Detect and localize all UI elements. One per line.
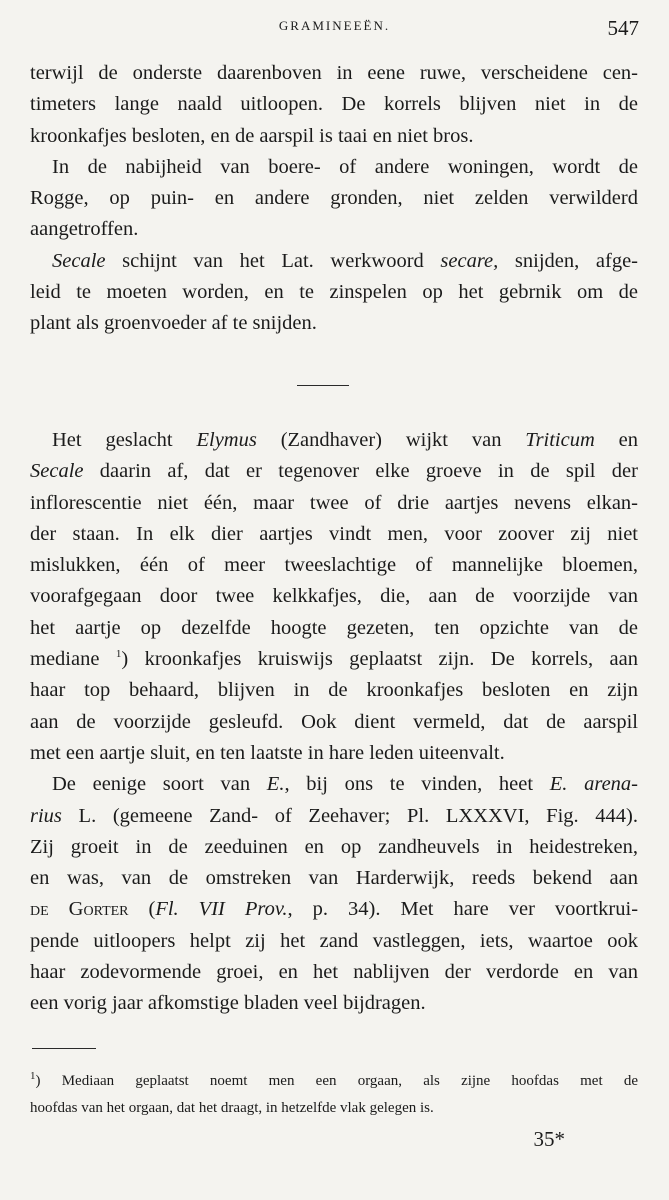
text-line: het aartje op dezelfde hoogte gezeten, ten opzichte van de (30, 616, 638, 639)
text-line: aan de voorzijde gesleufd. Ook dient vermeld, dat de aarspil (30, 710, 638, 733)
text-run: snijden, afge- (498, 249, 638, 272)
text-line (30, 456, 638, 487)
text-line: terwijl de onderste daarenboven in eene ruwe, verscheidene cen- (30, 62, 638, 84)
text-line: Rogge, op puin- en andere gronden, niet zelden verwilderd (30, 187, 638, 210)
text-run: De eenige soort van (52, 773, 267, 796)
italic-term: secare, (440, 249, 499, 272)
italic-term: rius (30, 804, 62, 827)
text-line (30, 425, 638, 456)
italic-term: E. arena- (549, 773, 638, 796)
text-run: daarin af, dat er tegenover elke groeve in de spil der (83, 460, 638, 483)
italic-term: Secale (52, 249, 106, 272)
text-run: mediane (30, 648, 116, 671)
paragraph (30, 152, 638, 246)
page-number: 547 (607, 16, 639, 40)
paragraph (30, 246, 638, 340)
text-run: schijnt van het Lat. werkwoord (105, 249, 441, 272)
section-divider (297, 385, 349, 386)
footnote-line: hoofdas van het orgaan, dat het draagt, in hetzelfde vlak gelegen is. (30, 1100, 434, 1116)
text-line: plant als groenvoeder af te snijden. (30, 312, 317, 335)
italic-term: Fl. VII Prov. (155, 898, 288, 921)
text-line: leid te moeten worden, en te zinspelen op het gebrnik om de (30, 281, 638, 304)
text-run: , p. 34). Met hare ver voortkrui- (287, 898, 639, 921)
text-line: een vorig jaar afkomstige bladen veel bijdragen. (30, 992, 426, 1015)
text-block-elymus (30, 425, 638, 1020)
footnote-ref: 1 (115, 648, 122, 661)
text-line: en was, van de omstreken van Harderwijk, reeds bekend aan (30, 867, 638, 890)
footnote-divider (32, 1048, 96, 1049)
text-line: inflorescentie niet één, maar twee of drie aartjes nevens elkan- (30, 491, 638, 514)
text-block-secale (30, 58, 638, 340)
footnote (30, 1068, 638, 1122)
text-line: mislukken, één of meer tweeslachtige of mannelijke bloemen, (30, 554, 638, 577)
text-line: pende uitloopers helpt zij het zand vastleggen, iets, waartoe ook (30, 929, 638, 952)
author-name: de Gorter (30, 898, 129, 921)
text-line (30, 801, 638, 832)
paragraph (30, 58, 638, 152)
text-line: Zij groeit in de zeeduinen en op zandheuvels in heidestreken, (30, 835, 638, 858)
text-run: (Zandhaver) wijkt van (256, 429, 526, 451)
footnote-line (30, 1068, 638, 1095)
footnote-marker: 1 (30, 1070, 36, 1082)
italic-term: Elymus (196, 429, 257, 451)
text-line: timeters lange naald uitloopen. De korrels blijven niet in de (30, 93, 638, 116)
text-run: , bij ons te vinden, heet (284, 773, 550, 796)
italic-term: E. (266, 773, 285, 796)
text-run: ) kroonkafjes kruiswijs geplaatst zijn. De korrels, aan (121, 648, 638, 671)
text-line: haar zodevormende groei, en het nablijven der verdorde en van (30, 961, 638, 984)
text-line: met een aartje sluit, en ten laatste in hare leden uiteenvalt. (30, 741, 505, 764)
text-line: In de nabijheid van boere- of andere woningen, wordt de (52, 155, 638, 178)
italic-term: Triticum (525, 429, 595, 451)
paragraph (30, 425, 638, 769)
text-line (30, 769, 638, 800)
running-title: GRAMINEEËN. (278, 18, 391, 33)
text-run: en (594, 429, 638, 451)
text-line: der staan. In elk dier aartjes vindt men, voor zoover zij niet (30, 522, 638, 545)
text-line: kroonkafjes besloten, en de aarspil is taai en niet bros. (30, 124, 474, 147)
text-line (30, 644, 638, 675)
text-run: ( (128, 898, 156, 921)
signature-mark: 35* (533, 1127, 565, 1151)
text-run: L. (gemeene Zand- of Zeehaver; Pl. LXXXVI, Fig. 444). (61, 804, 638, 827)
text-line: voorafgegaan door twee kelkkafjes, die, aan de voorzijde van (30, 585, 638, 608)
italic-term: Secale (30, 460, 84, 483)
text-line: haar top behaard, blijven in de kroonkafjes besloten en zijn (30, 679, 638, 702)
text-line: aangetroffen. (30, 218, 139, 241)
text-line (30, 894, 638, 925)
paragraph (30, 769, 638, 1019)
text-run: ) Mediaan geplaatst noemt men een orgaan, als zijne hoofdas met de (35, 1073, 638, 1089)
text-run: Het geslacht (52, 429, 197, 451)
text-line (30, 246, 638, 277)
